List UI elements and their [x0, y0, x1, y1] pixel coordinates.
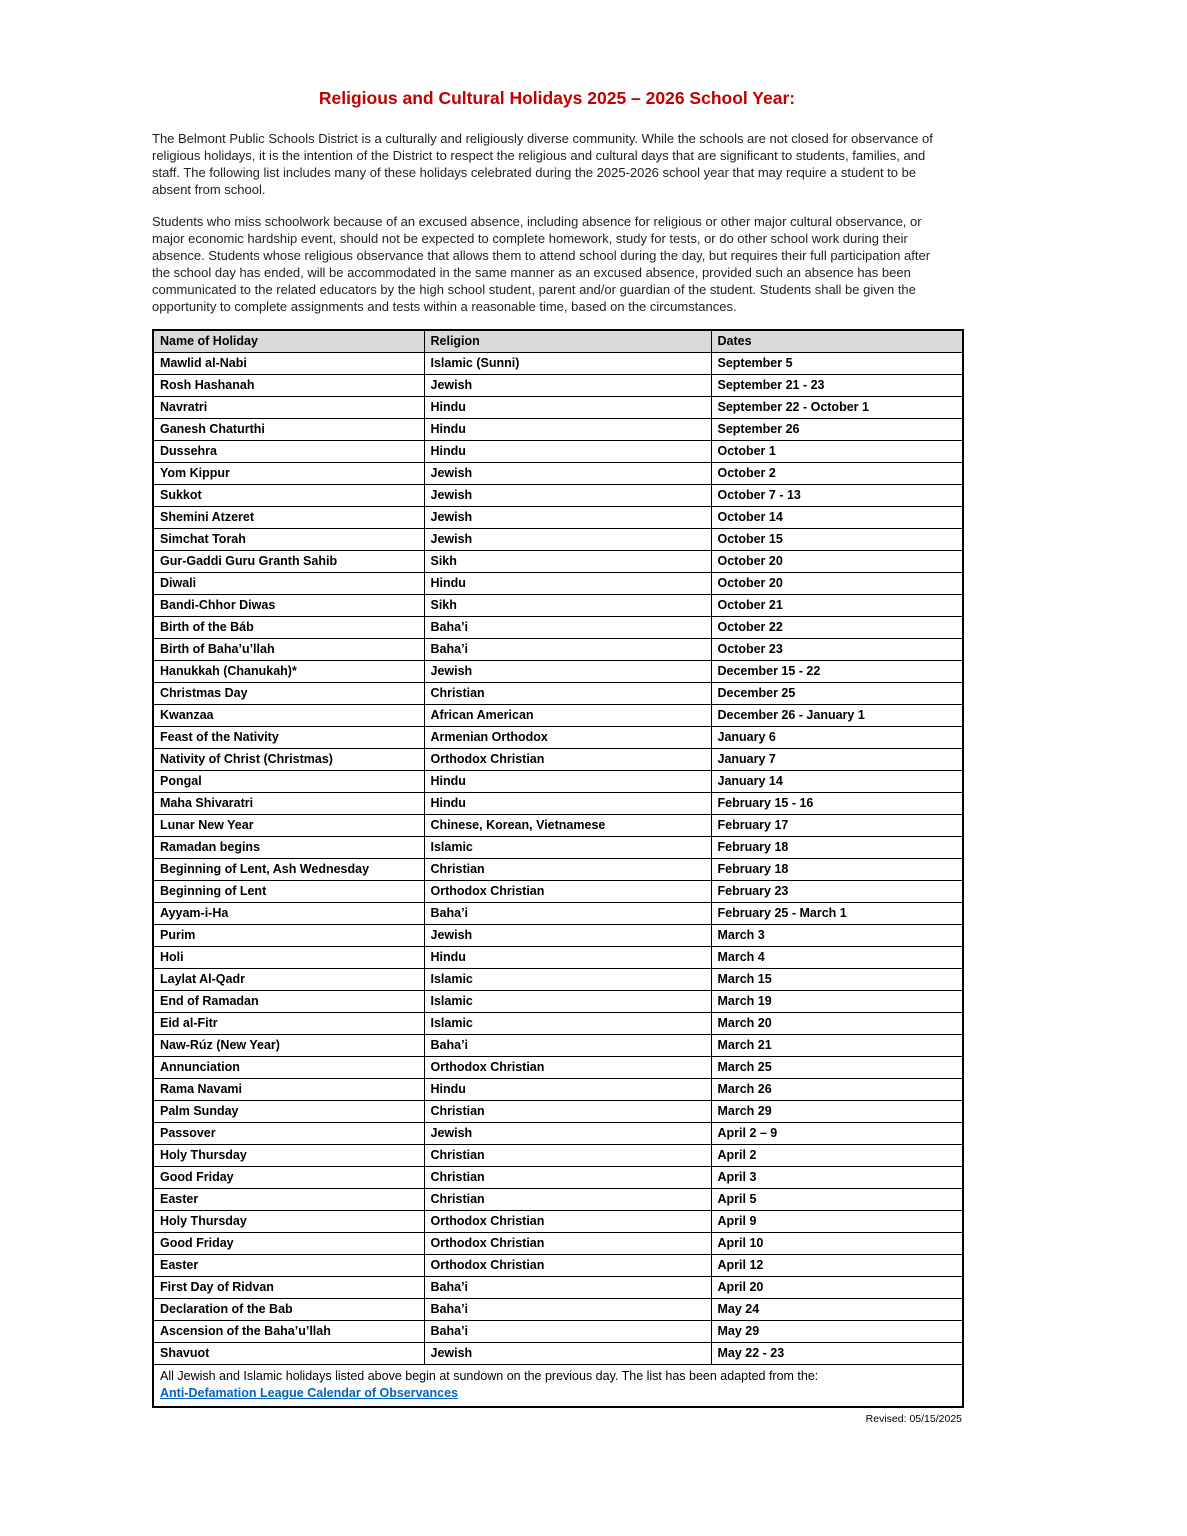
- dates-cell: December 26 - January 1: [711, 705, 963, 727]
- dates-cell: October 22: [711, 617, 963, 639]
- religion-cell: Christian: [424, 1145, 711, 1167]
- religion-cell: Baha’i: [424, 1299, 711, 1321]
- intro-paragraph-2: Students who miss schoolwork because of an excused absence, including absence for religious or other major cultural observance, or major economic hardship event, should not be expected to complete homework, study for tests, or do other school work during their absence. Students whose religious observance that allows them to attend school during the day, but requires their full participation after the school day has ended, will be accommodated in the same manner as an excused absence, provided such an absence has been communicated to the related educators by the high school student, parent and/or guardian of the student. Students shall be given the opportunity to complete assignments and tests within a reasonable time, based on the circumstances.: [152, 214, 931, 314]
- holiday-name-cell: Diwali: [153, 573, 424, 595]
- holiday-name-cell: Annunciation: [153, 1057, 424, 1079]
- religion-cell: Hindu: [424, 573, 711, 595]
- holiday-name-cell: Gur-Gaddi Guru Granth Sahib: [153, 551, 424, 573]
- holiday-name-cell: Sukkot: [153, 485, 424, 507]
- holiday-name-cell: Hanukkah (Chanukah)*: [153, 661, 424, 683]
- holiday-name-cell: Birth of the Báb: [153, 617, 424, 639]
- table-row: [153, 903, 963, 925]
- table-row: [153, 793, 963, 815]
- dates-cell: October 1: [711, 441, 963, 463]
- table-row: [153, 529, 963, 551]
- holiday-name-cell: Shemini Atzeret: [153, 507, 424, 529]
- holiday-name-cell: Dussehra: [153, 441, 424, 463]
- table-row: [153, 375, 963, 397]
- religion-cell: Jewish: [424, 661, 711, 683]
- dates-cell: March 21: [711, 1035, 963, 1057]
- holiday-name-cell: Nativity of Christ (Christmas): [153, 749, 424, 771]
- header-religion: Religion: [424, 330, 711, 353]
- holiday-name-cell: Ganesh Chaturthi: [153, 419, 424, 441]
- dates-cell: January 7: [711, 749, 963, 771]
- holiday-name-cell: Ayyam-i-Ha: [153, 903, 424, 925]
- dates-cell: October 20: [711, 551, 963, 573]
- religion-cell: Jewish: [424, 529, 711, 551]
- dates-cell: March 20: [711, 1013, 963, 1035]
- page-title: Religious and Cultural Holidays 2025 – 2026 School Year:: [318, 88, 796, 108]
- religion-cell: Sikh: [424, 595, 711, 617]
- religion-cell: Orthodox Christian: [424, 1255, 711, 1277]
- table-row: [153, 1079, 963, 1101]
- table-row: [153, 749, 963, 771]
- document-page: [152, 0, 962, 1425]
- table-row: [153, 1233, 963, 1255]
- dates-cell: December 25: [711, 683, 963, 705]
- dates-cell: September 5: [711, 353, 963, 375]
- dates-cell: October 2: [711, 463, 963, 485]
- holiday-name-cell: End of Ramadan: [153, 991, 424, 1013]
- holiday-name-cell: Birth of Baha’u’llah: [153, 639, 424, 661]
- religion-cell: Christian: [424, 1101, 711, 1123]
- holiday-name-cell: Maha Shivaratri: [153, 793, 424, 815]
- dates-cell: September 21 - 23: [711, 375, 963, 397]
- table-footer-row: [153, 1365, 963, 1408]
- dates-cell: October 15: [711, 529, 963, 551]
- holiday-name-cell: Feast of the Nativity: [153, 727, 424, 749]
- table-row: [153, 947, 963, 969]
- table-row: [153, 441, 963, 463]
- table-row: [153, 925, 963, 947]
- religion-cell: Baha’i: [424, 1321, 711, 1343]
- dates-cell: May 24: [711, 1299, 963, 1321]
- religion-cell: Islamic: [424, 991, 711, 1013]
- table-row: [153, 1013, 963, 1035]
- table-row: [153, 485, 963, 507]
- religion-cell: Hindu: [424, 1079, 711, 1101]
- dates-cell: March 4: [711, 947, 963, 969]
- religion-cell: Jewish: [424, 1123, 711, 1145]
- dates-cell: March 25: [711, 1057, 963, 1079]
- holiday-name-cell: Holy Thursday: [153, 1211, 424, 1233]
- dates-cell: April 10: [711, 1233, 963, 1255]
- intro-paragraph-1: The Belmont Public Schools District is a culturally and religiously diverse community. While the schools are not closed for observance of religious holidays, it is the intention of the District to respect the religious and cultural days that are significant to students, families, and staff. The following list includes many of these holidays celebrated during the 2025-2026 school year that may require a student to be absent from school.: [152, 131, 933, 197]
- religion-cell: Baha’i: [424, 617, 711, 639]
- holiday-name-cell: Purim: [153, 925, 424, 947]
- holiday-name-cell: Ascension of the Baha’u’llah: [153, 1321, 424, 1343]
- table-row: [153, 617, 963, 639]
- holiday-name-cell: Shavuot: [153, 1343, 424, 1365]
- revised-date: Revised: 05/15/2025: [865, 1413, 962, 1425]
- holiday-name-cell: Kwanzaa: [153, 705, 424, 727]
- holiday-name-cell: Christmas Day: [153, 683, 424, 705]
- table-row: [153, 683, 963, 705]
- table-row: [153, 1299, 963, 1321]
- table-row: [153, 815, 963, 837]
- dates-cell: October 23: [711, 639, 963, 661]
- table-row: [153, 507, 963, 529]
- religion-cell: Baha’i: [424, 903, 711, 925]
- table-row: [153, 1277, 963, 1299]
- dates-cell: December 15 - 22: [711, 661, 963, 683]
- holiday-name-cell: Simchat Torah: [153, 529, 424, 551]
- dates-cell: February 23: [711, 881, 963, 903]
- table-row: [153, 705, 963, 727]
- dates-cell: February 25 - March 1: [711, 903, 963, 925]
- holiday-name-cell: Laylat Al-Qadr: [153, 969, 424, 991]
- dates-cell: April 2 – 9: [711, 1123, 963, 1145]
- holiday-name-cell: Naw-Rúz (New Year): [153, 1035, 424, 1057]
- table-row: [153, 1211, 963, 1233]
- religion-cell: Sikh: [424, 551, 711, 573]
- holiday-name-cell: Mawlid al-Nabi: [153, 353, 424, 375]
- holiday-table-body: [153, 353, 963, 1365]
- dates-cell: January 6: [711, 727, 963, 749]
- dates-cell: March 19: [711, 991, 963, 1013]
- dates-cell: May 29: [711, 1321, 963, 1343]
- dates-cell: February 18: [711, 837, 963, 859]
- holiday-name-cell: Bandi-Chhor Diwas: [153, 595, 424, 617]
- holiday-name-cell: Declaration of the Bab: [153, 1299, 424, 1321]
- table-row: [153, 353, 963, 375]
- header-dates: Dates: [711, 330, 963, 353]
- holiday-name-cell: Rosh Hashanah: [153, 375, 424, 397]
- holiday-name-cell: Beginning of Lent, Ash Wednesday: [153, 859, 424, 881]
- religion-cell: Jewish: [424, 1343, 711, 1365]
- religion-cell: Jewish: [424, 485, 711, 507]
- table-row: [153, 991, 963, 1013]
- table-row: [153, 771, 963, 793]
- dates-cell: October 14: [711, 507, 963, 529]
- table-row: [153, 463, 963, 485]
- table-row: [153, 1255, 963, 1277]
- religion-cell: Hindu: [424, 793, 711, 815]
- table-footer-cell: [153, 1365, 963, 1408]
- dates-cell: April 5: [711, 1189, 963, 1211]
- table-row: [153, 1167, 963, 1189]
- table-row: [153, 397, 963, 419]
- dates-cell: March 3: [711, 925, 963, 947]
- holiday-name-cell: Lunar New Year: [153, 815, 424, 837]
- dates-cell: February 18: [711, 859, 963, 881]
- religion-cell: Orthodox Christian: [424, 1211, 711, 1233]
- religion-cell: Hindu: [424, 441, 711, 463]
- religion-cell: Islamic: [424, 837, 711, 859]
- dates-cell: April 20: [711, 1277, 963, 1299]
- table-row: [153, 1035, 963, 1057]
- religion-cell: Orthodox Christian: [424, 881, 711, 903]
- table-row: [153, 1101, 963, 1123]
- religion-cell: Baha’i: [424, 1277, 711, 1299]
- table-header-row: [153, 330, 963, 353]
- religion-cell: Islamic (Sunni): [424, 353, 711, 375]
- dates-cell: April 9: [711, 1211, 963, 1233]
- holiday-name-cell: Holy Thursday: [153, 1145, 424, 1167]
- footer-note: All Jewish and Islamic holidays listed above begin at sundown on the previous day. The list has been adapted from the:: [160, 1369, 819, 1383]
- header-name-of-holiday: Name of Holiday: [153, 330, 424, 353]
- dates-cell: February 15 - 16: [711, 793, 963, 815]
- religion-cell: Orthodox Christian: [424, 749, 711, 771]
- religion-cell: Jewish: [424, 925, 711, 947]
- table-row: [153, 969, 963, 991]
- religion-cell: Jewish: [424, 375, 711, 397]
- dates-cell: March 15: [711, 969, 963, 991]
- holiday-name-cell: Yom Kippur: [153, 463, 424, 485]
- dates-cell: October 20: [711, 573, 963, 595]
- holiday-name-cell: Passover: [153, 1123, 424, 1145]
- religion-cell: African American: [424, 705, 711, 727]
- religion-cell: Christian: [424, 683, 711, 705]
- dates-cell: February 17: [711, 815, 963, 837]
- religion-cell: Islamic: [424, 1013, 711, 1035]
- religion-cell: Chinese, Korean, Vietnamese: [424, 815, 711, 837]
- religion-cell: Christian: [424, 1189, 711, 1211]
- religion-cell: Jewish: [424, 507, 711, 529]
- holiday-name-cell: First Day of Ridvan: [153, 1277, 424, 1299]
- dates-cell: March 29: [711, 1101, 963, 1123]
- table-row: [153, 1057, 963, 1079]
- table-row: [153, 1123, 963, 1145]
- dates-cell: January 14: [711, 771, 963, 793]
- table-row: [153, 859, 963, 881]
- holiday-name-cell: Navratri: [153, 397, 424, 419]
- holidays-table: [152, 329, 964, 1408]
- holiday-name-cell: Ramadan begins: [153, 837, 424, 859]
- religion-cell: Christian: [424, 859, 711, 881]
- religion-cell: Christian: [424, 1167, 711, 1189]
- religion-cell: Armenian Orthodox: [424, 727, 711, 749]
- holiday-name-cell: Good Friday: [153, 1167, 424, 1189]
- table-row: [153, 727, 963, 749]
- holiday-name-cell: Holi: [153, 947, 424, 969]
- table-row: [153, 1343, 963, 1365]
- dates-cell: May 22 - 23: [711, 1343, 963, 1365]
- religion-cell: Hindu: [424, 771, 711, 793]
- dates-cell: October 21: [711, 595, 963, 617]
- religion-cell: Orthodox Christian: [424, 1233, 711, 1255]
- table-row: [153, 1321, 963, 1343]
- religion-cell: Baha’i: [424, 1035, 711, 1057]
- dates-cell: April 2: [711, 1145, 963, 1167]
- table-row: [153, 1189, 963, 1211]
- table-row: [153, 661, 963, 683]
- dates-cell: April 12: [711, 1255, 963, 1277]
- holiday-name-cell: Pongal: [153, 771, 424, 793]
- dates-cell: March 26: [711, 1079, 963, 1101]
- table-row: [153, 837, 963, 859]
- dates-cell: September 26: [711, 419, 963, 441]
- religion-cell: Jewish: [424, 463, 711, 485]
- table-row: [153, 573, 963, 595]
- table-row: [153, 419, 963, 441]
- holiday-name-cell: Easter: [153, 1255, 424, 1277]
- holiday-name-cell: Easter: [153, 1189, 424, 1211]
- table-row: [153, 639, 963, 661]
- religion-cell: Islamic: [424, 969, 711, 991]
- religion-cell: Hindu: [424, 947, 711, 969]
- table-row: [153, 595, 963, 617]
- holiday-name-cell: Beginning of Lent: [153, 881, 424, 903]
- table-row: [153, 881, 963, 903]
- holiday-name-cell: Rama Navami: [153, 1079, 424, 1101]
- holiday-name-cell: Eid al-Fitr: [153, 1013, 424, 1035]
- dates-cell: September 22 - October 1: [711, 397, 963, 419]
- religion-cell: Orthodox Christian: [424, 1057, 711, 1079]
- dates-cell: October 7 - 13: [711, 485, 963, 507]
- religion-cell: Hindu: [424, 419, 711, 441]
- adl-calendar-link[interactable]: Anti-Defamation League Calendar of Observances: [160, 1386, 458, 1400]
- table-row: [153, 551, 963, 573]
- religion-cell: Baha’i: [424, 639, 711, 661]
- table-row: [153, 1145, 963, 1167]
- holiday-name-cell: Palm Sunday: [153, 1101, 424, 1123]
- dates-cell: April 3: [711, 1167, 963, 1189]
- holiday-name-cell: Good Friday: [153, 1233, 424, 1255]
- religion-cell: Hindu: [424, 397, 711, 419]
